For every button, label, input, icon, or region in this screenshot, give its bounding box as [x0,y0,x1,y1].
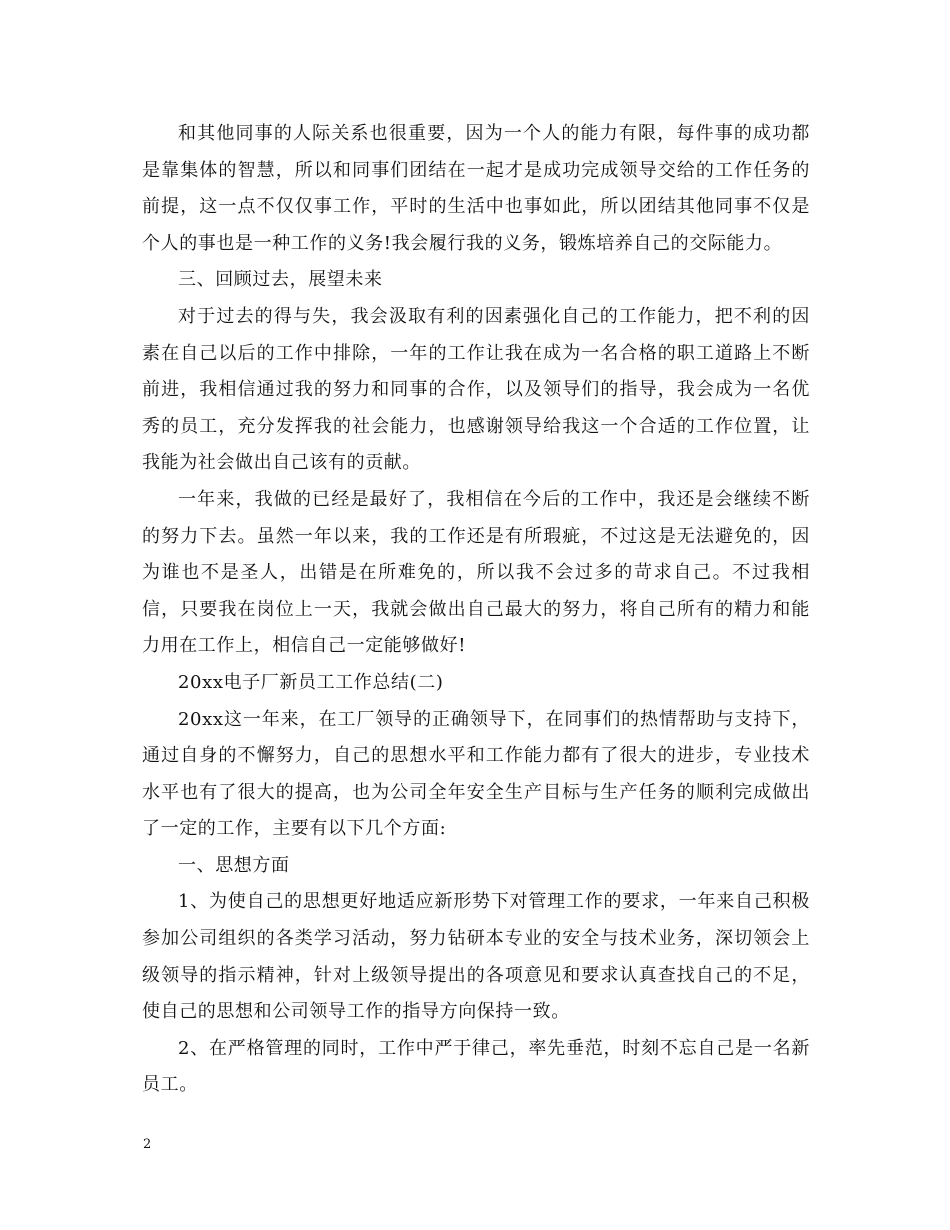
document-subtitle: 20xx电子厂新员工工作总结(二) [178,671,444,693]
paragraph-intro-second-summary: 20xx这一年来，在工厂领导的正确领导下，在同事们的热情帮助与支持下，通过自身的不懈努力，自己的思想水平和工作能力都有了很大的进步，专业技术水平也有了很大的提高，也为公司全年安全生产目标与生产任务的顺利完成做出了一定的工作，主要有以下几个方面: [142,708,810,840]
paragraph-item-2: 2、在严格管理的同时，工作中严于律己，率先垂范，时刻不忘自己是一名新员工。 [142,1037,810,1096]
document-body [142,116,810,1104]
section-heading-ideology: 一、思想方面 [178,854,290,876]
paragraph-year-summary: 一年来，我做的已经是最好了，我相信在今后的工作中，我还是会继续不断的努力下去。虽然一年以来，我的工作还是有所瑕疵，不过这是无法避免的，因为谁也不是圣人，出错是在所难免的，所以我不会过多的苛求自己。不过我相信，只要我在岗位上一天，我就会做出自己最大的努力，将自己所有的精力和能力用在工作上，相信自己一定能够做好! [142,488,810,657]
page-number: 2 [143,1137,152,1152]
paragraph-colleague-relations: 和其他同事的人际关系也很重要，因为一个人的能力有限，每件事的成功都是靠集体的智慧，所以和同事们团结在一起才是成功完成领导交给的工作任务的前提，这一点不仅仅事工作，平时的生活中也事如此，所以团结其他同事不仅是个人的事也是一种工作的义务!我会履行我的义务，锻炼培养自己的交际能力。 [142,123,810,254]
paragraph-item-1: 1、为使自己的思想更好地适应新形势下对管理工作的要求，一年来自己积极参加公司组织的各类学习活动，努力钻研本专业的安全与技术业务，深切领会上级领导的指示精神，针对上级领导提出的各项意见和要求认真查找自己的不足，使自己的思想和公司领导工作的指导方向保持一致。 [142,891,810,1023]
section-heading-review-and-outlook: 三、回顾过去，展望未来 [178,269,383,291]
paragraph-gains-and-losses: 对于过去的得与失，我会汲取有利的因素强化自己的工作能力，把不利的因素在自己以后的工作中排除，一年的工作让我在成为一名合格的职工道路上不断前进，我相信通过我的努力和同事的合作，以及领导们的指导，我会成为一名优秀的员工，充分发挥我的社会能力，也感谢领导给我这一个合适的工作位置，让我能为社会做出自己该有的贡献。 [142,305,810,474]
